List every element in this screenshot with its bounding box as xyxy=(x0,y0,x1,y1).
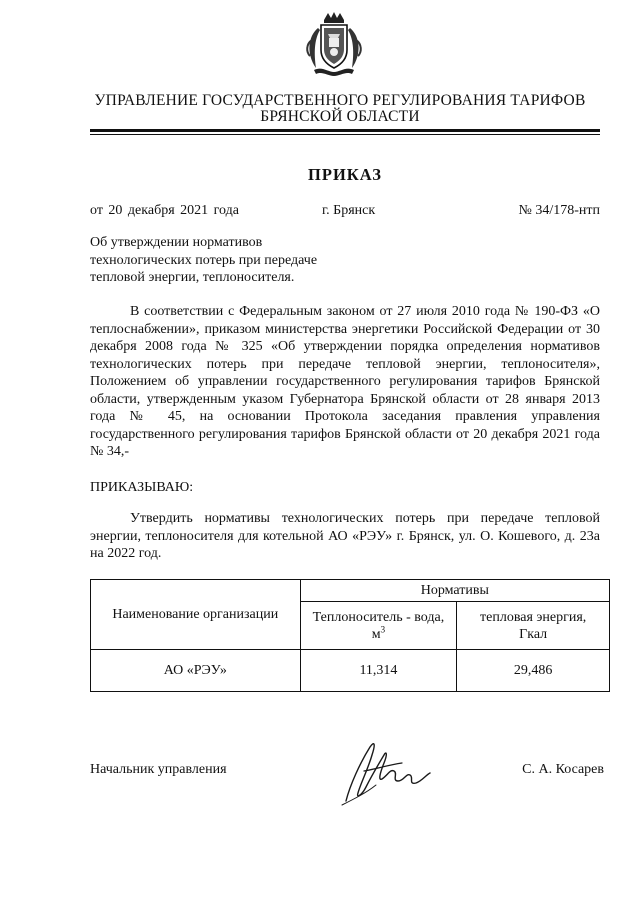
subject-line: Об утверждении нормативов xyxy=(90,235,263,250)
agency-name-line1: УПРАВЛЕНИЕ ГОСУДАРСТВЕННОГО РЕГУЛИРОВАНИЯ ТАРИФОВ xyxy=(94,92,586,109)
handwritten-signature-icon xyxy=(336,735,436,807)
header-heat xyxy=(457,602,610,650)
document-date: от 20 декабря 2021 года xyxy=(90,203,239,218)
header-rule-thin xyxy=(90,134,600,135)
order-paragraph: Утвердить нормативы технологических потерь при передаче тепловой энергии, теплоносителя для котельной АО «РЭУ» г. Брянск, ул. О. Кошевого, д. 23а на 2022 год. xyxy=(90,511,600,561)
agency-name-line2: БРЯНСКОЙ ОБЛАСТИ xyxy=(260,108,420,125)
header-water-label: Теплоноситель - вода, м xyxy=(312,609,445,642)
subject-line: тепловой энергии, теплоносителя. xyxy=(90,270,295,285)
cell-water: 11,314 xyxy=(300,650,457,692)
document-title: ПРИКАЗ xyxy=(308,165,382,184)
order-text xyxy=(90,510,600,563)
signer-name: С. А. Косарев xyxy=(522,762,604,777)
header-heat-line2: Гкал xyxy=(519,626,548,642)
preamble xyxy=(90,303,600,461)
document-subject xyxy=(90,234,350,287)
header-heat-line1: тепловая энергия, xyxy=(480,609,587,625)
document-city: г. Брянск xyxy=(322,203,376,218)
table-row xyxy=(91,650,610,692)
document-number: № 34/178-нтп xyxy=(518,203,600,218)
cell-org: АО «РЭУ» xyxy=(91,650,301,692)
norms-table xyxy=(90,579,610,692)
preamble-paragraph: В соответствии с Федеральным законом от 27 июля 2010 года № 190-ФЗ «О теплоснабжении», приказом министерства энергетики Российской Федерации от 30 декабря 2008 года № 325 «Об утверждении порядка определения нормативов технологических потерь при передаче тепловой энергии, теплоносителя», Положением об управлении государственного регулирования тарифов Брянской области, утвержденным указом Губернатора Брянской области от 28 января 2013 года № 45, на основании Протокола заседания правления управления государственного регулирования тарифов Брянской области от 20 декабря 2021 года № 34,- xyxy=(90,304,600,459)
header-water xyxy=(300,602,457,650)
signer-position: Начальник управления xyxy=(90,762,227,777)
header-water-unit-exponent: 3 xyxy=(380,623,386,634)
subject-line: технологических потерь при передаче xyxy=(90,252,318,268)
table-header-row xyxy=(91,580,610,602)
bryansk-coat-of-arms-icon xyxy=(302,10,366,78)
header-org: Наименование организации xyxy=(91,580,301,650)
cell-heat: 29,486 xyxy=(457,650,610,692)
order-word: ПРИКАЗЫВАЮ: xyxy=(90,480,194,495)
header-rule-thick xyxy=(90,129,600,132)
header-norms-group: Нормативы xyxy=(300,580,609,602)
